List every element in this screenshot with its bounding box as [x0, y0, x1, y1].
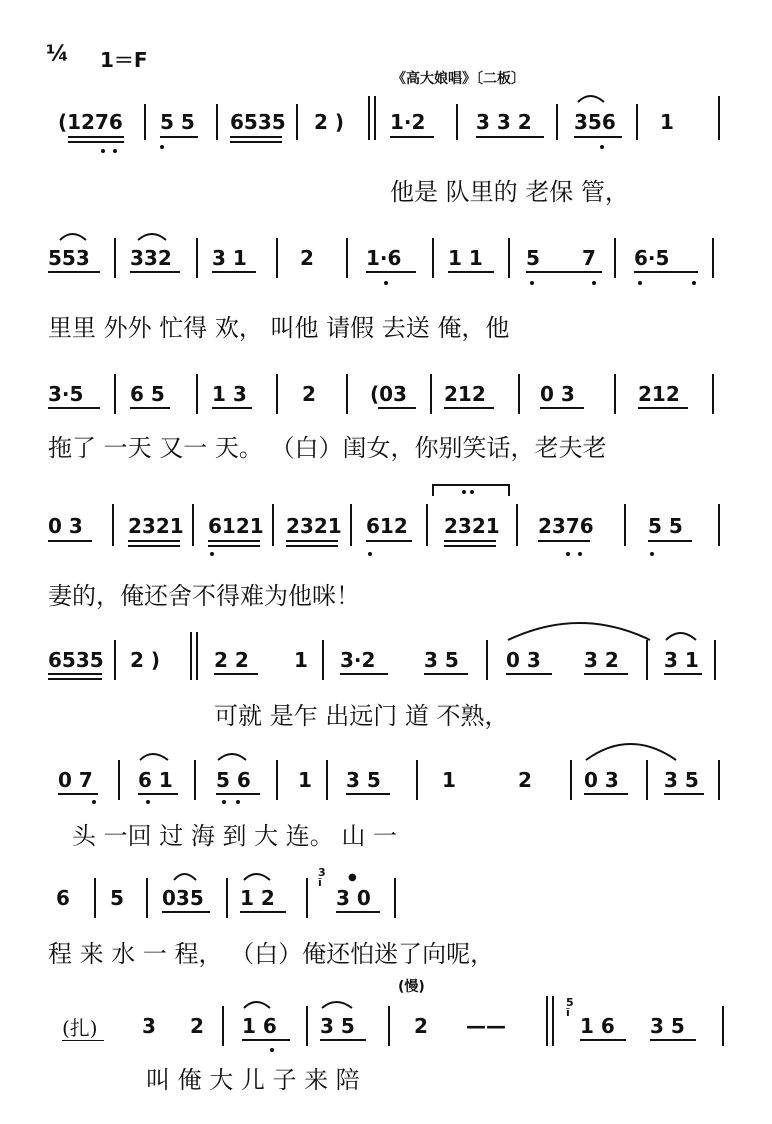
note-group: 035 [162, 886, 204, 910]
note-group: 2 ) [314, 110, 345, 134]
slur [586, 744, 676, 760]
note-group: (1276 [58, 110, 123, 134]
note-group: 6535 [230, 110, 286, 134]
note-group: (03 [370, 382, 407, 406]
note-group: 332 [130, 246, 172, 270]
note-group: 3 3 2 [476, 110, 532, 134]
note-group: —— [466, 1014, 506, 1038]
lyrics-line: 妻的，俺还舍不得难为他咪！ [48, 582, 360, 610]
note-group: 2321 [286, 514, 342, 538]
slur [322, 1002, 352, 1008]
lyrics-line: 程 来 水 一 程， （白）俺还怕迷了向呢， [48, 940, 495, 968]
grace-note: 5 ĩ [566, 996, 574, 1019]
tempo-annotation: (慢) [398, 979, 425, 995]
note-group: 0 3 [48, 514, 83, 538]
note-group: 0 3 [540, 382, 575, 406]
note-group: 1 6 [580, 1014, 615, 1038]
note-group: 1 3 [212, 382, 247, 406]
slur [508, 623, 650, 640]
note-group: 1 6 [242, 1014, 277, 1038]
fermata-dot: ● [348, 872, 357, 883]
note-group: 2376 [538, 514, 594, 538]
note-group: 356 [574, 110, 616, 134]
note-group: (扎) [62, 1016, 98, 1040]
slur [218, 754, 246, 760]
note-group: 5 5 [648, 514, 683, 538]
note-group: 5 5 [160, 110, 195, 134]
note-group: 1·6 [366, 246, 402, 270]
note-group: 3 5 [424, 648, 459, 672]
slur [138, 234, 166, 240]
slur [60, 234, 86, 240]
singer-annotation: 《高大娘唱》〔二板〕 [392, 71, 525, 87]
note-group: 612 [366, 514, 408, 538]
note-group: 1 [294, 648, 308, 672]
key-signature: 1＝F [100, 48, 148, 72]
note-group: 2 [302, 382, 316, 406]
lyrics-line: 叫 俺 大 儿 子 来 陪 [146, 1066, 360, 1094]
note-group: 2 ) [130, 648, 161, 672]
lyrics-line: 里里 外外 忙得 欢， 叫他 请假 去送 俺，他 [48, 314, 510, 342]
note-group: 7 [582, 246, 596, 270]
note-group: 0 7 [58, 768, 93, 792]
time-signature: ¼ [46, 42, 69, 67]
lyrics-line: 头 一回 过 海 到 大 连。 山 一 [72, 822, 398, 850]
slur [578, 96, 604, 102]
slur [666, 633, 696, 640]
note-group: 2 2 [214, 648, 249, 672]
note-group: 1 1 [448, 246, 483, 270]
note-group: 6 [56, 886, 70, 910]
note-group: 3 1 [664, 648, 699, 672]
note-group: 3 5 [346, 768, 381, 792]
lyrics-line: 可就 是乍 出远门 道 不熟， [214, 702, 509, 730]
note-group: 1 2 [240, 886, 275, 910]
slur [244, 874, 270, 880]
note-group: 6 1 [138, 768, 173, 792]
note-group: 2 [190, 1014, 204, 1038]
note-group: 1 [442, 768, 456, 792]
note-group: 3 1 [212, 246, 247, 270]
note-group: 6121 [208, 514, 264, 538]
note-group: 3 5 [664, 768, 699, 792]
lyrics-line: 他是 队里的 老保 管， [390, 178, 629, 206]
note-group: 1·2 [390, 110, 426, 134]
note-group: 3 5 [650, 1014, 685, 1038]
lyrics-line: 拖了 一天 又一 天。 （白）闺女，你别笑话，老夫老 [48, 434, 607, 462]
note-group: 2321 [128, 514, 184, 538]
note-group: 2 [414, 1014, 428, 1038]
note-group: 3·5 [48, 382, 84, 406]
grace-note: 3 ĩ [318, 866, 326, 889]
note-group: 3 [142, 1014, 156, 1038]
note-group: 3 5 [320, 1014, 355, 1038]
note-group: 1 [298, 768, 312, 792]
note-group: 5 6 [216, 768, 251, 792]
slur [174, 874, 196, 880]
note-group: 3 0 [336, 886, 371, 910]
note-group: 212 [444, 382, 486, 406]
note-group: 553 [48, 246, 90, 270]
slur [244, 1002, 270, 1008]
note-group: 6 5 [130, 382, 165, 406]
note-group: 3·2 [340, 648, 376, 672]
note-group: 0 3 [506, 648, 541, 672]
note-group: 3 2 [584, 648, 619, 672]
note-group: 2 [518, 768, 532, 792]
note-group: 6·5 [634, 246, 670, 270]
slur [140, 754, 168, 760]
note-group: 6535 [48, 648, 104, 672]
note-group: 2 [300, 246, 314, 270]
note-group: 5 [110, 886, 124, 910]
note-group: 5 [526, 246, 540, 270]
note-group: 2321 [444, 514, 500, 538]
note-group: 1 [660, 110, 674, 134]
note-group: 212 [638, 382, 680, 406]
note-group: 0 3 [584, 768, 619, 792]
